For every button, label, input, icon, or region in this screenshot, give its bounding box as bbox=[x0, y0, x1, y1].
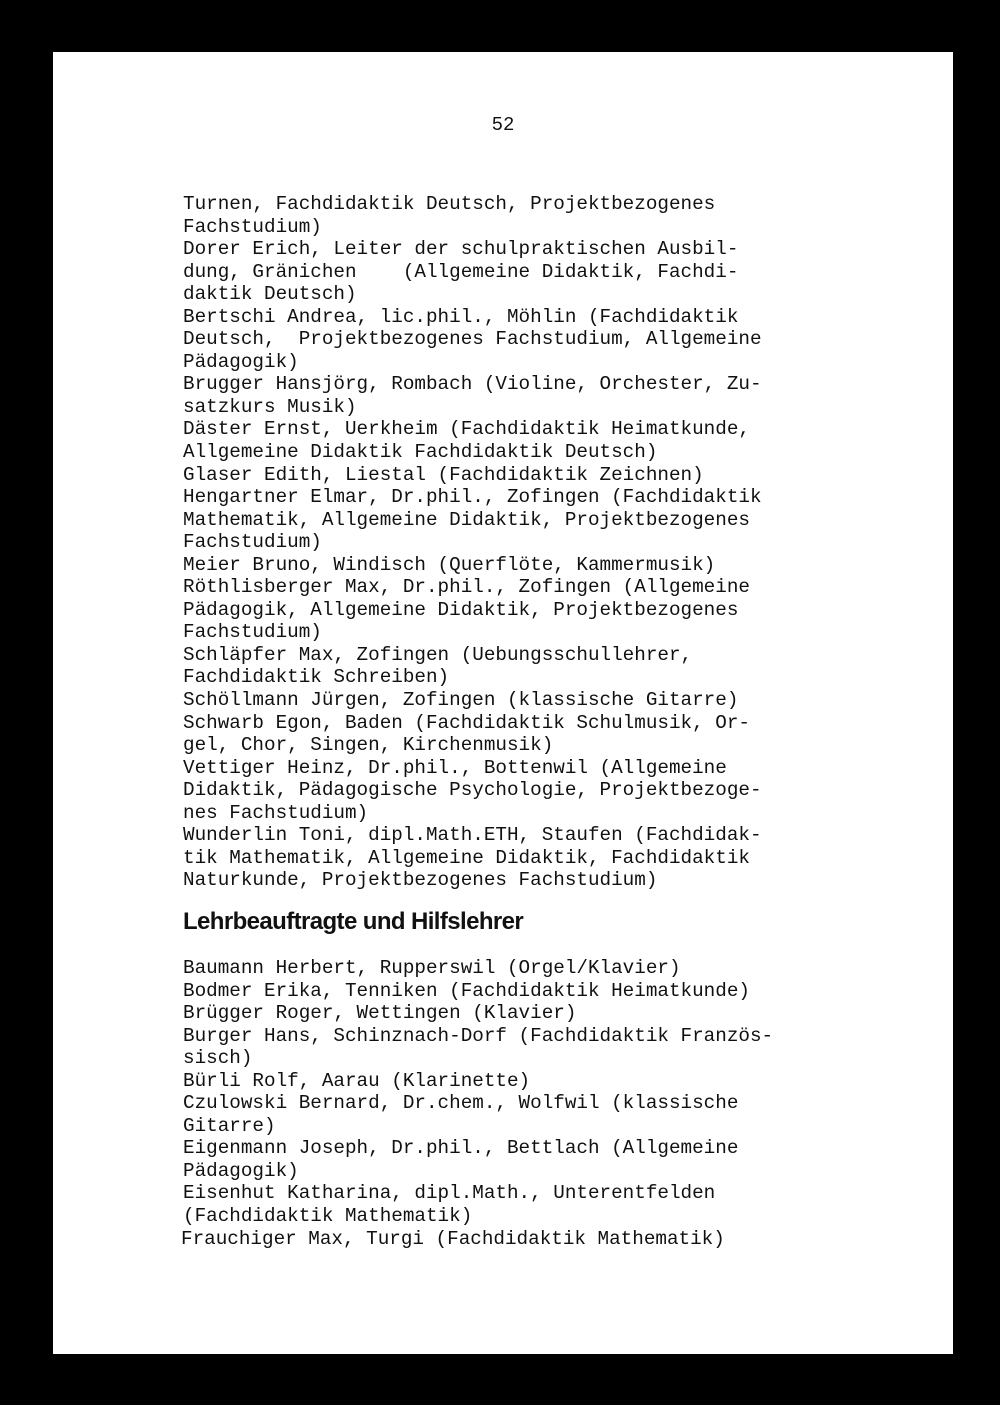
list-line: nes Fachstudium) bbox=[183, 801, 369, 824]
list-line: Czulowski Bernard, Dr.chem., Wolfwil (klassische bbox=[183, 1092, 739, 1115]
list-line: Frauchiger Max, Turgi (Fachdidaktik Mathematik) bbox=[181, 1227, 725, 1250]
list-line: Bürli Rolf, Aarau (Klarinette) bbox=[183, 1069, 531, 1092]
list-line: Schöllmann Jürgen, Zofingen (klassische Gitarre) bbox=[183, 689, 739, 712]
list-line: Naturkunde, Projektbezogenes Fachstudium) bbox=[183, 869, 658, 892]
list-line: dung, Gränichen (Allgemeine Didaktik, Fachdi- bbox=[183, 260, 739, 283]
list-line: Hengartner Elmar, Dr.phil., Zofingen (Fachdidaktik bbox=[183, 486, 762, 509]
list-line: gel, Chor, Singen, Kirchenmusik) bbox=[183, 734, 554, 757]
list-line: Schläpfer Max, Zofingen (Uebungsschullehrer, bbox=[183, 643, 693, 666]
list-line: Bodmer Erika, Tenniken (Fachdidaktik Heimatkunde) bbox=[183, 979, 750, 1002]
list-line: Brügger Roger, Wettingen (Klavier) bbox=[183, 1002, 577, 1025]
list-line: Pädagogik) bbox=[183, 1159, 299, 1182]
list-line: Fachstudium) bbox=[183, 621, 322, 644]
list-line: Glaser Edith, Liestal (Fachdidaktik Zeichnen) bbox=[183, 463, 704, 486]
list-line: Turnen, Fachdidaktik Deutsch, Projektbezogenes bbox=[183, 193, 716, 215]
list-line: Wunderlin Toni, dipl.Math.ETH, Staufen (Fachdidak- bbox=[183, 824, 762, 847]
list-line: Bertschi Andrea, lic.phil., Möhlin (Fachdidaktik bbox=[183, 305, 739, 328]
list-line: daktik Deutsch) bbox=[183, 283, 357, 306]
list-line: Pädagogik) bbox=[183, 350, 299, 373]
list-line: Dorer Erich, Leiter der schulpraktischen Ausbil- bbox=[183, 238, 739, 261]
list-line: Baumann Herbert, Rupperswil (Orgel/Klavier) bbox=[183, 957, 681, 979]
list-line: tik Mathematik, Allgemeine Didaktik, Fachdidaktik bbox=[183, 846, 750, 869]
list-line: Brugger Hansjörg, Rombach (Violine, Orchester, Zu- bbox=[183, 373, 762, 396]
list-line: Fachstudium) bbox=[183, 531, 322, 554]
list-line: Röthlisberger Max, Dr.phil., Zofingen (Allgemeine bbox=[183, 576, 750, 599]
list-line: Eisenhut Katharina, dipl.Math., Unterentfelden bbox=[183, 1182, 716, 1205]
list-line: Fachstudium) bbox=[183, 215, 322, 238]
list-line: Burger Hans, Schinznach-Dorf (Fachdidaktik Französ- bbox=[183, 1024, 774, 1047]
list-line: Eigenmann Joseph, Dr.phil., Bettlach (Allgemeine bbox=[183, 1137, 739, 1160]
staff-list bbox=[183, 193, 933, 892]
list-line: Allgemeine Didaktik Fachdidaktik Deutsch) bbox=[183, 441, 658, 464]
page-number: 52 bbox=[491, 114, 515, 136]
list-line: Däster Ernst, Uerkheim (Fachdidaktik Heimatkunde, bbox=[183, 418, 750, 441]
list-line: Didaktik, Pädagogische Psychologie, Projektbezoge- bbox=[183, 779, 762, 802]
list-line: Schwarb Egon, Baden (Fachdidaktik Schulmusik, Or- bbox=[183, 711, 750, 734]
list-line: Mathematik, Allgemeine Didaktik, Projektbezogenes bbox=[183, 508, 750, 531]
list-line: Vettiger Heinz, Dr.phil., Bottenwil (Allgemeine bbox=[183, 756, 727, 779]
list-line: Deutsch, Projektbezogenes Fachstudium, Allgemeine bbox=[183, 328, 762, 351]
list-line: Gitarre) bbox=[183, 1114, 276, 1137]
lecturer-list bbox=[183, 957, 933, 1250]
list-line: Meier Bruno, Windisch (Querflöte, Kammermusik) bbox=[183, 553, 716, 576]
list-line: Pädagogik, Allgemeine Didaktik, Projektbezogenes bbox=[183, 598, 739, 621]
list-line: Fachdidaktik Schreiben) bbox=[183, 666, 450, 689]
list-line: (Fachdidaktik Mathematik) bbox=[183, 1205, 473, 1228]
list-line: satzkurs Musik) bbox=[183, 395, 357, 418]
document-page bbox=[53, 52, 953, 1354]
section-heading: Lehrbeauftragte und Hilfslehrer bbox=[183, 908, 524, 935]
list-line: sisch) bbox=[183, 1047, 253, 1070]
